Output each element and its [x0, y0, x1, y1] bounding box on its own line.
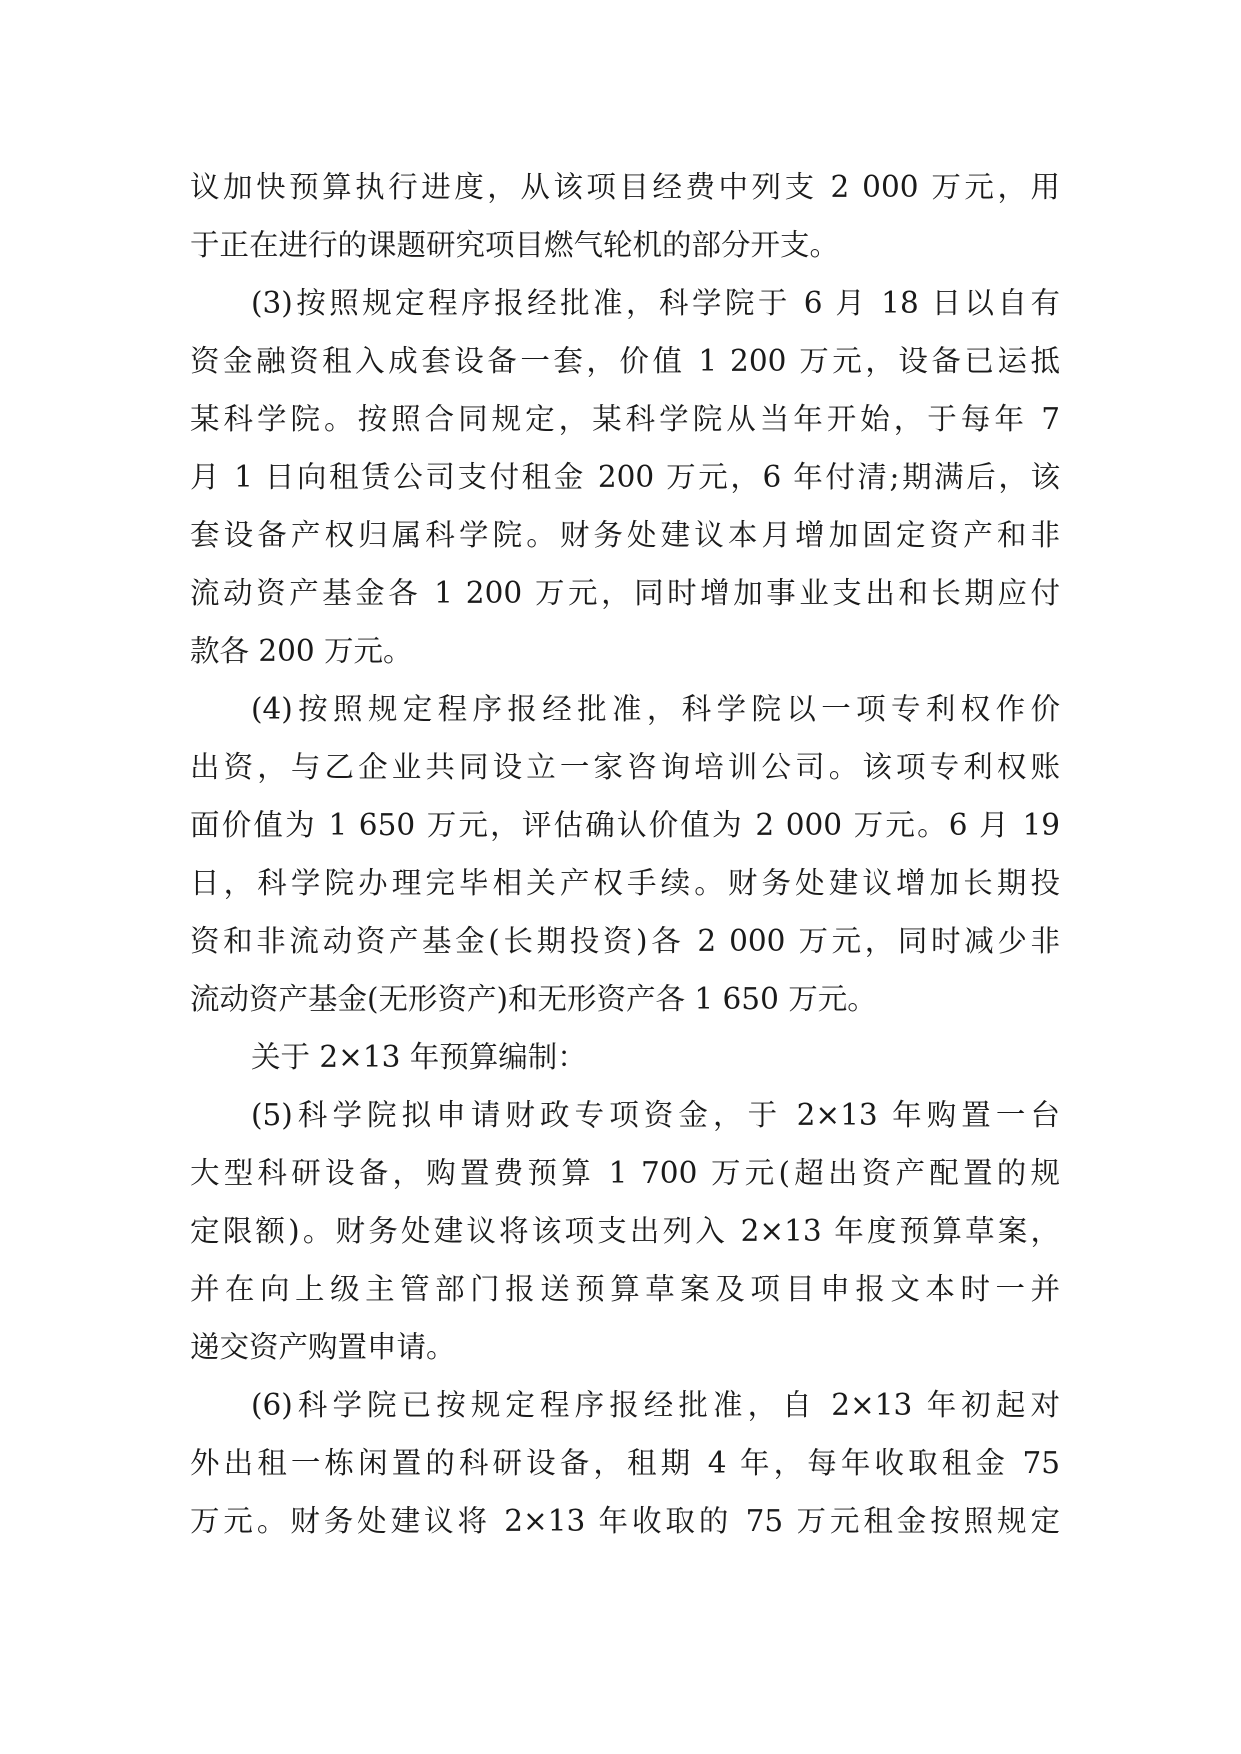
- text-line: 并在向上级主管部门报送预算草案及项目申报文本时一并: [190, 1272, 1060, 1306]
- paragraph-p4: [190, 1028, 1060, 1086]
- text-line: 出资，与乙企业共同设立一家咨询培训公司。该项专利权账: [190, 750, 1060, 784]
- text-line: 关于 2×13 年预算编制：: [251, 1040, 587, 1074]
- text-line: 流动资产基金各 1 200 万元，同时增加事业支出和长期应付: [190, 576, 1060, 610]
- paragraph-p6: [190, 1376, 1060, 1550]
- paragraph-p3: [190, 680, 1060, 1028]
- text-line: 日，科学院办理完毕相关产权手续。财务处建议增加长期投: [190, 866, 1060, 900]
- text-line: 于正在进行的课题研究项目燃气轮机的部分开支。: [190, 228, 840, 262]
- text-line: 大型科研设备，购置费预算 1 700 万元(超出资产配置的规: [190, 1156, 1060, 1190]
- document-body: [190, 158, 1060, 1550]
- text-line: 套设备产权归属科学院。财务处建议本月增加固定资产和非: [190, 518, 1060, 552]
- text-line: 递交资产购置申请。: [190, 1330, 456, 1364]
- text-line: (5)科学院拟申请财政专项资金，于 2×13 年购置一台: [251, 1098, 1060, 1132]
- text-line: 款各 200 万元。: [190, 634, 413, 668]
- text-line: 资和非流动资产基金(长期投资)各 2 000 万元，同时减少非: [190, 924, 1060, 958]
- text-line: 定限额)。财务处建议将该项支出列入 2×13 年度预算草案，: [190, 1214, 1060, 1248]
- text-line: 资金融资租入成套设备一套，价值 1 200 万元，设备已运抵: [190, 344, 1060, 378]
- text-line: 外出租一栋闲置的科研设备，租期 4 年，每年收取租金 75: [190, 1446, 1060, 1480]
- text-line: (4)按照规定程序报经批准，科学院以一项专利权作价: [251, 692, 1060, 726]
- paragraph-p5: [190, 1086, 1060, 1376]
- text-line: 月 1 日向租赁公司支付租金 200 万元，6 年付清;期满后，该: [190, 460, 1060, 494]
- text-line: (6)科学院已按规定程序报经批准，自 2×13 年初起对: [251, 1388, 1060, 1422]
- paragraph-p2: [190, 274, 1060, 680]
- text-line: 万元。财务处建议将 2×13 年收取的 75 万元租金按照规定: [190, 1504, 1060, 1538]
- text-line: (3)按照规定程序报经批准，科学院于 6 月 18 日以自有: [251, 286, 1060, 320]
- text-line: 流动资产基金(无形资产)和无形资产各 1 650 万元。: [190, 982, 877, 1016]
- paragraph-p1: [190, 158, 1060, 274]
- text-line: 某科学院。按照合同规定，某科学院从当年开始，于每年 7: [190, 402, 1060, 436]
- text-line: 议加快预算执行进度，从该项目经费中列支 2 000 万元，用: [190, 170, 1060, 204]
- text-line: 面价值为 1 650 万元，评估确认价值为 2 000 万元。6 月 19: [190, 808, 1060, 842]
